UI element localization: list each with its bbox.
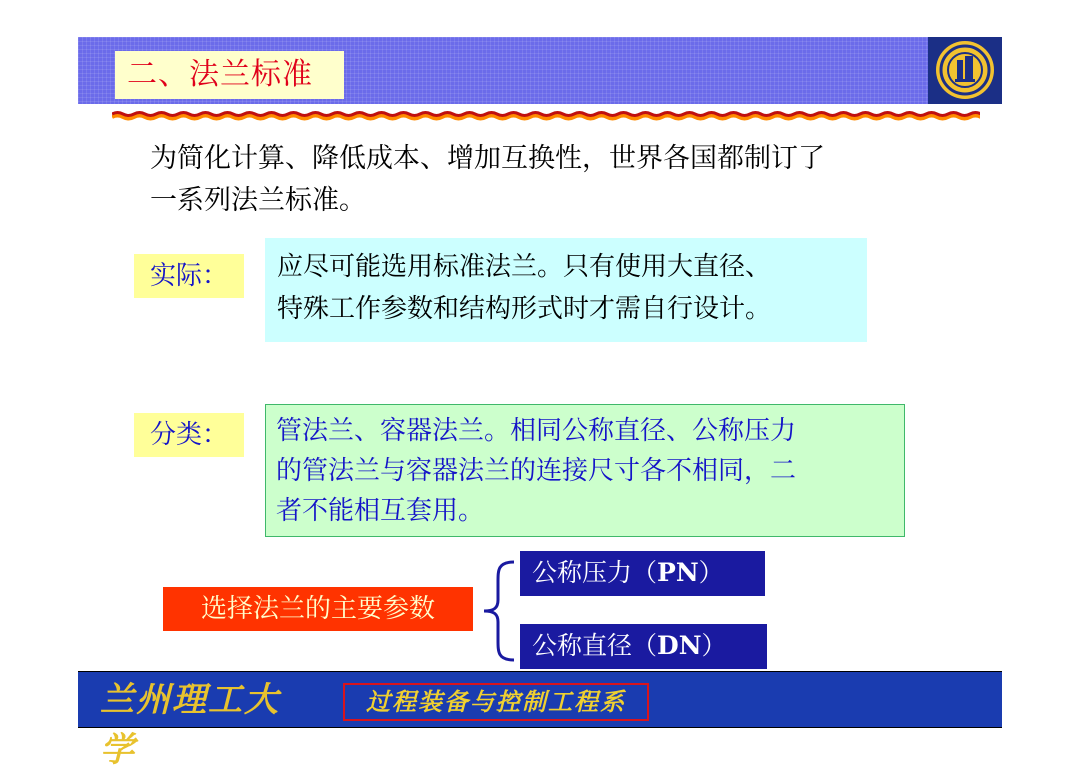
curly-brace-icon [478, 556, 520, 666]
intro-line: 一系列法兰标准。 [150, 185, 366, 216]
nominal-diameter-item [520, 624, 767, 669]
seal-graphic [928, 37, 1002, 104]
pn-text: 公称压力（ [532, 558, 658, 587]
actual-line: 特殊工作参数和结构形式时才需自行设计。 [277, 294, 772, 324]
university-seal-icon [928, 37, 1002, 104]
classification-text-box [265, 404, 905, 537]
classification-line: 者不能相互套用。 [276, 496, 485, 526]
dn-close: ） [701, 631, 727, 660]
actual-text-box [265, 238, 867, 342]
pn-abbr: PN [657, 558, 699, 587]
classification-line: 的管法兰与容器法兰的连接尺寸各不相同，二 [276, 456, 797, 486]
actual-line: 应尽可能选用标准法兰。只有使用大直径、 [277, 252, 772, 282]
pn-close: ） [698, 558, 724, 587]
intro-paragraph [150, 138, 940, 222]
footer-university-name: 兰州理工大学 [100, 680, 280, 770]
main-parameters-label: 选择法兰的主要参数 [163, 587, 473, 631]
intro-line: 为简化计算、降低成本、增加互换性，世界各国都制订了 [150, 143, 825, 174]
footer-department-name: 过程装备与控制工程系 [343, 683, 649, 721]
actual-label: 实际： [134, 254, 244, 298]
nominal-pressure-item [520, 551, 765, 596]
wavy-divider [112, 108, 980, 124]
classification-line: 管法兰、容器法兰。相同公称直径、公称压力 [276, 416, 797, 446]
dn-abbr: DN [657, 631, 702, 660]
classification-label: 分类： [134, 413, 244, 457]
slide-title: 二、法兰标准 [115, 51, 344, 99]
dn-text: 公称直径（ [532, 631, 658, 660]
